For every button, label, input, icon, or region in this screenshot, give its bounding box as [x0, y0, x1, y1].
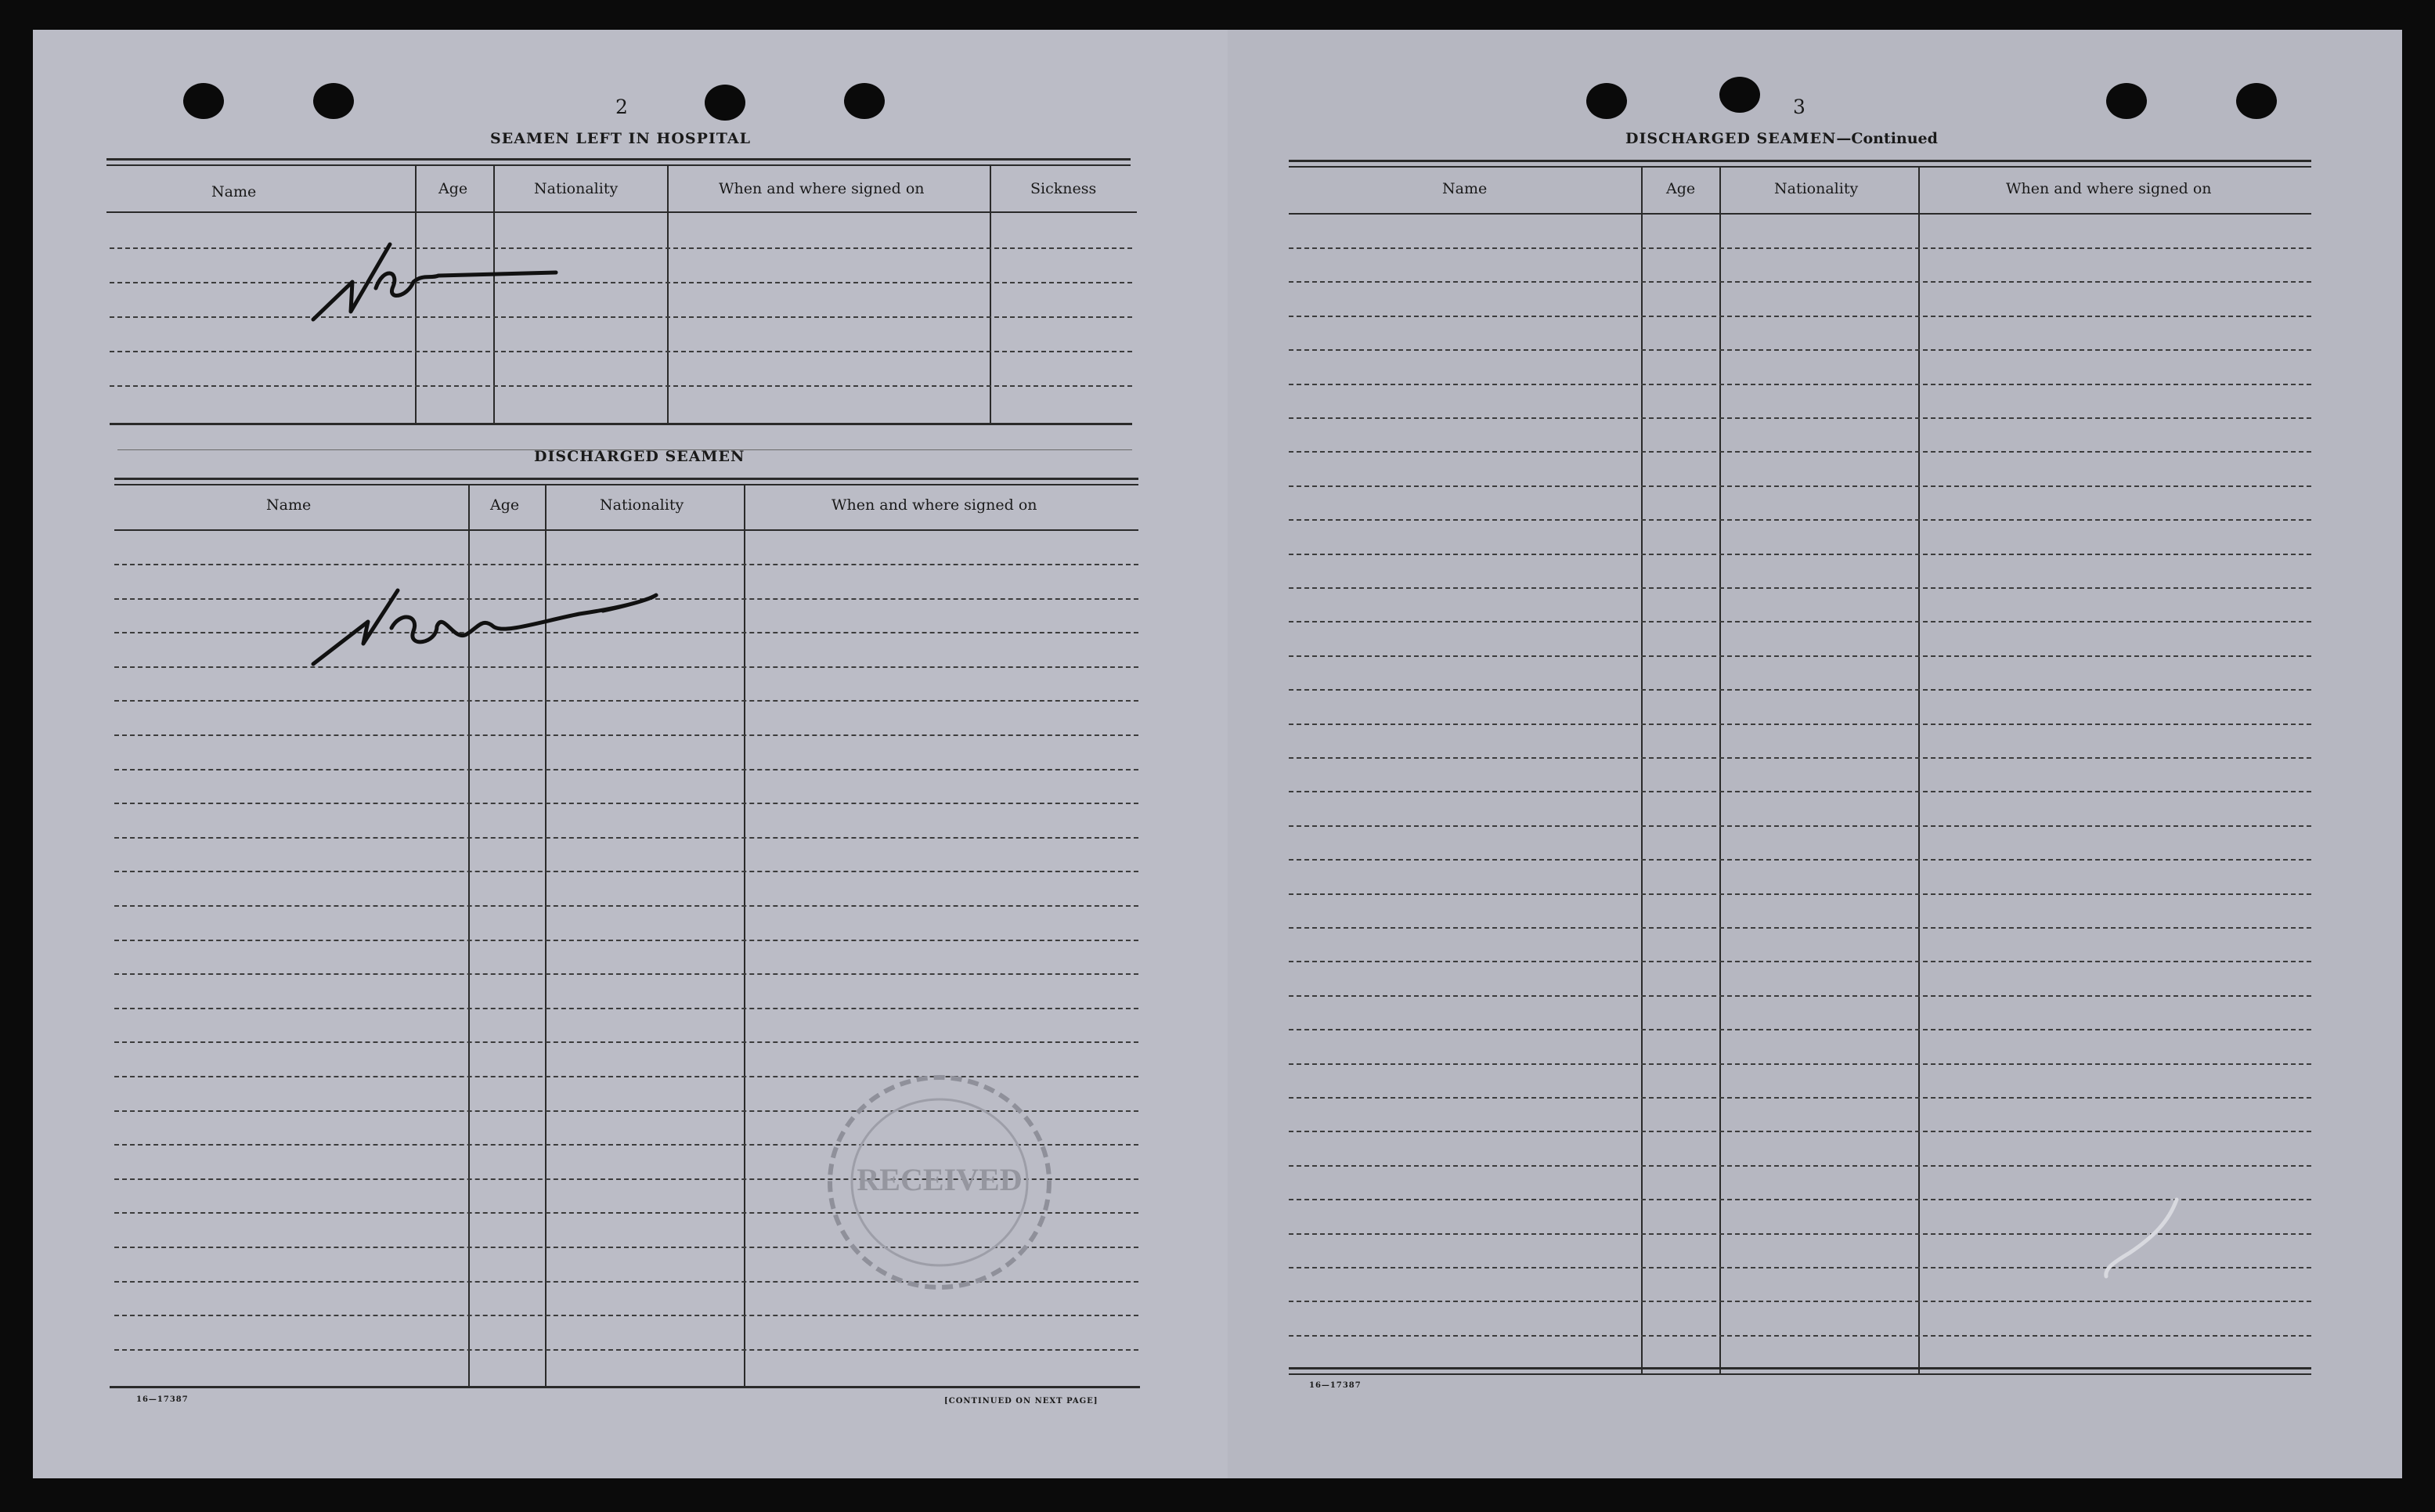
hospital-col-name: Name [211, 183, 257, 200]
hospital-table-top-rule-2 [106, 164, 1131, 166]
ruled-line [1289, 995, 2311, 997]
right-table-top-rule [1289, 160, 2311, 162]
punch-hole [2106, 83, 2147, 119]
discharged-continued-title-main: DISCHARGED SEAMEN [1625, 130, 1837, 147]
discharged-table-top-rule [114, 478, 1138, 480]
right-col-nationality: Nationality [1774, 180, 1859, 197]
ruled-line [114, 734, 1138, 736]
discharged-col-divider [744, 485, 745, 1386]
punch-hole [844, 83, 885, 119]
ruled-line [1289, 893, 2311, 895]
ruled-line [1289, 825, 2311, 827]
hospital-table-top-rule [106, 158, 1131, 161]
ruled-line [1289, 587, 2311, 589]
ruled-line [114, 837, 1138, 839]
ruled-line [1289, 1063, 2311, 1065]
discharged-header-rule [114, 529, 1138, 531]
ruled-line [110, 282, 1132, 283]
ruled-line [1289, 927, 2311, 929]
stamp-text: RECEIVED [857, 1162, 1023, 1197]
received-stamp [814, 1065, 1065, 1300]
ruled-line [1289, 349, 2311, 351]
form-number-left: 16—17387 [136, 1395, 189, 1404]
ruled-line [1289, 384, 2311, 385]
ruled-line [114, 700, 1138, 702]
ruled-line [1289, 281, 2311, 283]
right-table-bottom-rule-2 [1289, 1373, 2311, 1375]
hospital-table-bottom-rule [110, 423, 1132, 425]
ruled-line [110, 316, 1132, 318]
ruled-line [1289, 451, 2311, 453]
ruled-line [114, 905, 1138, 907]
ruled-line [114, 1349, 1138, 1351]
right-col-divider [1918, 168, 1920, 1373]
ruled-line [1289, 1301, 2311, 1302]
right-col-signed-on: When and where signed on [2006, 180, 2212, 197]
form-number-right: 16—17387 [1309, 1381, 1362, 1390]
ruled-line [1289, 791, 2311, 792]
discharged-table-top-rule-2 [114, 484, 1138, 485]
discharged-col-age: Age [490, 496, 520, 514]
ruled-line [1289, 961, 2311, 962]
right-table-top-rule-2 [1289, 166, 2311, 168]
ruled-line [1289, 859, 2311, 861]
ruled-line [1289, 1131, 2311, 1132]
discharged-col-nationality: Nationality [600, 496, 684, 514]
ruled-line [114, 871, 1138, 872]
punch-hole [313, 83, 354, 119]
ruled-line [1289, 621, 2311, 622]
handwritten-none-discharged [305, 579, 666, 673]
ruled-line [114, 1008, 1138, 1009]
right-table-bottom-rule [1289, 1367, 2311, 1369]
discharged-col-signed-on: When and where signed on [832, 496, 1037, 514]
punch-hole [2236, 83, 2277, 119]
ruled-line [1289, 1029, 2311, 1030]
ruled-line [1289, 1165, 2311, 1167]
ruled-line [1289, 316, 2311, 317]
right-col-divider [1641, 168, 1643, 1373]
ruled-line [114, 803, 1138, 804]
ruled-line [1289, 247, 2311, 249]
page-number-left: 2 [615, 96, 628, 118]
ruled-line [1289, 1097, 2311, 1099]
discharged-col-name: Name [266, 496, 312, 514]
punch-hole [705, 85, 745, 121]
ruled-line [1289, 485, 2311, 487]
ruled-line [114, 1315, 1138, 1316]
ruled-line [1289, 689, 2311, 691]
ruled-line [110, 385, 1132, 387]
discharged-table-bottom-rule [110, 1386, 1140, 1388]
right-col-divider [1719, 168, 1721, 1373]
hospital-col-age: Age [438, 180, 468, 197]
ruled-line [114, 769, 1138, 770]
punch-hole [1586, 83, 1627, 119]
continued-note: [CONTINUED ON NEXT PAGE] [944, 1397, 1098, 1406]
right-header-rule [1289, 213, 2311, 215]
hospital-col-sickness: Sickness [1030, 180, 1097, 197]
hospital-header-rule [106, 211, 1137, 213]
pencil-mark [2083, 1190, 2192, 1284]
handwritten-none-hospital [305, 235, 564, 329]
hospital-col-signed-on: When and where signed on [719, 180, 925, 197]
ruled-line [114, 1041, 1138, 1043]
hospital-col-nationality: Nationality [534, 180, 619, 197]
discharged-continued-suffix: —Continued [1836, 130, 1938, 147]
page-number-right: 3 [1793, 96, 1806, 118]
right-col-name: Name [1442, 180, 1488, 197]
discharged-section-title-left: DISCHARGED SEAMEN [534, 448, 745, 465]
ruled-line [110, 247, 1132, 249]
ruled-line [114, 564, 1138, 565]
ruled-line [1289, 519, 2311, 521]
ruled-line [110, 351, 1132, 352]
hospital-col-divider [990, 166, 991, 423]
ruled-line [1289, 655, 2311, 657]
ruled-line [1289, 554, 2311, 555]
discharged-continued-title [1625, 130, 1938, 147]
punch-hole [1719, 77, 1760, 113]
hospital-col-divider [667, 166, 669, 423]
ruled-line [1289, 417, 2311, 419]
ruled-line [114, 973, 1138, 975]
punch-hole [183, 83, 224, 119]
ruled-line [114, 940, 1138, 941]
right-col-age: Age [1666, 180, 1696, 197]
ruled-line [1289, 1335, 2311, 1337]
ruled-line [1289, 757, 2311, 759]
hospital-section-title: SEAMEN LEFT IN HOSPITAL [490, 130, 751, 147]
ruled-line [1289, 724, 2311, 725]
